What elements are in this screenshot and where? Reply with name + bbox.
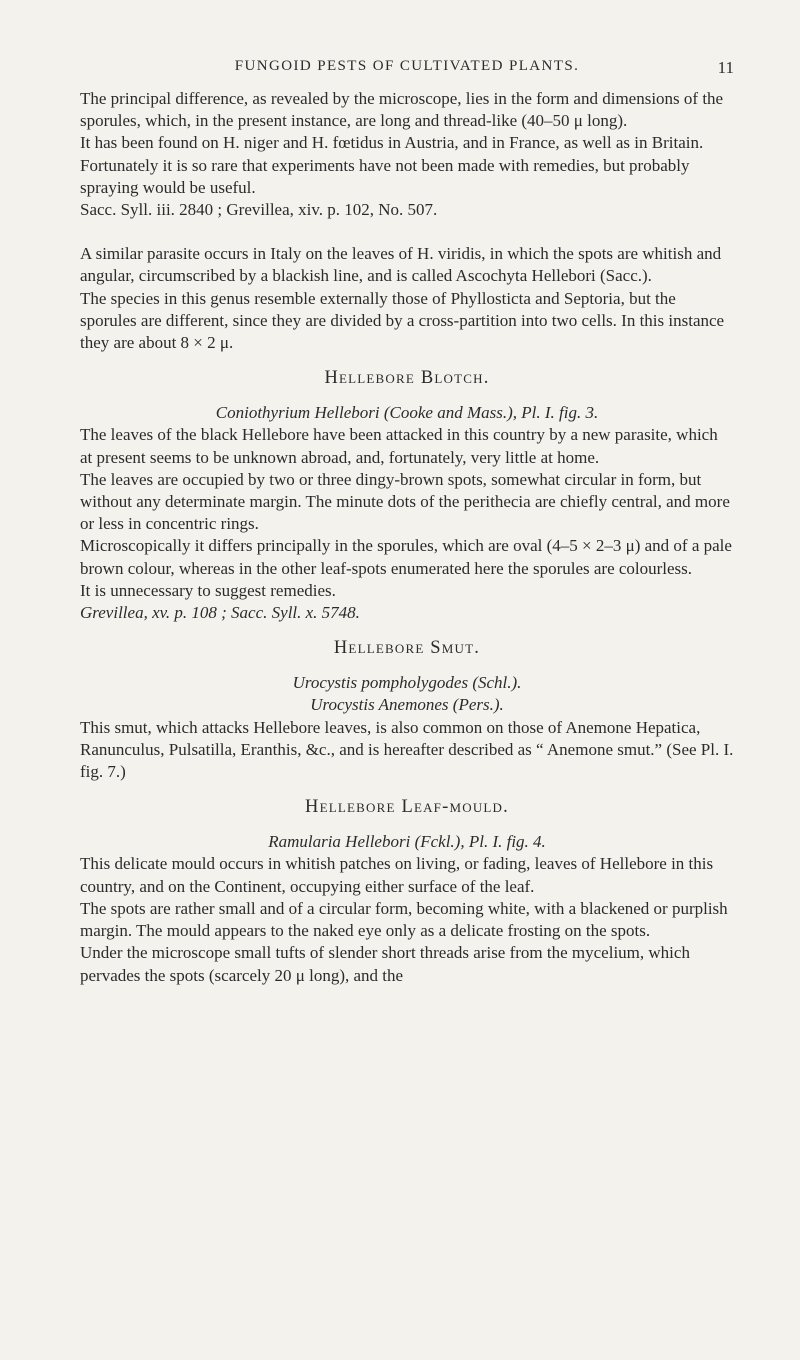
paragraph: Microscopically it differs principally in the sporules, which are oval (4–5 × 2–3 μ) and of a pale brown colour, whereas in the other leaf-spots enumerated here the sporules are colourless. [80, 536, 732, 578]
section-heading-blotch: Hellebore Blotch. [324, 368, 490, 389]
paragraph: The leaves are occupied by two or three dingy-brown spots, somewhat circular in form, but without any determinate margin. The minute dots of the perithecia are chiefly central, and more or less in concentric rings. [80, 469, 730, 534]
page-body [80, 88, 734, 987]
paragraph: It has been found on H. niger and H. fœtidus in Austria, and in France, as well as in Britain. [80, 133, 704, 153]
running-title: FUNGOID PESTS OF CULTIVATED PLANTS. [234, 58, 580, 74]
scientific-name: Ramularia Hellebori (Fckl.), Pl. I. fig. 4. [268, 832, 546, 852]
paragraph: The species in this genus resemble externally those of Phyllosticta and Septoria, but the sporules are different, since they are divided by a cross-partition into two cells. In this instance they are about 8 × 2 μ. [80, 288, 725, 353]
section-heading-leaf-mould: Hellebore Leaf-mould. [305, 797, 509, 818]
paragraph: It is unnecessary to suggest remedies. [80, 580, 336, 600]
paragraph: The leaves of the black Hellebore have been attacked in this country by a new parasite, which at present seems to be unknown abroad, and, fortunately, very little at home. [80, 425, 718, 467]
paragraph: This smut, which attacks Hellebore leaves, is also common on those of Anemone Hepatica, Ranunculus, Pulsatilla, Eranthis, &c., and is hereafter described as “ Anemone smut.” (See Pl. I. fig. 7.) [80, 717, 734, 782]
paragraph: The spots are rather small and of a circular form, becoming white, with a blackened or purplish margin. The mould appears to the naked eye only as a delicate frosting on the spots. [80, 898, 728, 941]
scientific-name: Urocystis pompholygodes (Schl.). [292, 673, 522, 693]
scientific-name: Coniothyrium Hellebori (Cooke and Mass.), Pl. I. fig. 3. [215, 403, 599, 423]
paragraph: The principal difference, as revealed by the microscope, lies in the form and dimensions of the sporules, which, in the present instance, are long and thread-like (40–50 μ long). [80, 89, 724, 131]
paragraph: This delicate mould occurs in whitish patches on living, or fading, leaves of Hellebore in this country, and on the Continent, occupying either surface of the leaf. [80, 854, 714, 896]
page-number: 11 [717, 58, 734, 77]
paragraph: Fortunately it is so rare that experiments have not been made with remedies, but probably spraying would be useful. [80, 155, 690, 197]
paragraph: A similar parasite occurs in Italy on the leaves of H. viridis, in which the spots are whitish and angular, circumscribed by a blackish line, and is called Ascochyta Hellebori (Sacc.). [80, 244, 722, 286]
section-heading-smut: Hellebore Smut. [333, 638, 481, 659]
scientific-name: Urocystis Anemones (Pers.). [310, 695, 504, 715]
citation: Grevillea, xv. p. 108 ; Sacc. Syll. x. 5748. [80, 603, 360, 623]
paragraph: Under the microscope small tufts of slender short threads arise from the mycelium, which pervades the spots (scarcely 20 μ long), and the [80, 943, 690, 985]
citation: Sacc. Syll. iii. 2840 ; Grevillea, xiv. p. 102, No. 507. [80, 200, 438, 220]
running-head [80, 58, 734, 88]
